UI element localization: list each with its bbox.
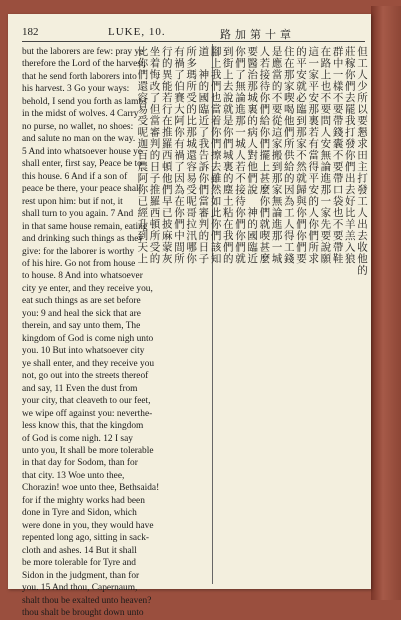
english-text-line: in that day for Sodom, than for [22,458,138,469]
english-text-line: thou shalt be brought down unto [22,608,144,619]
english-text-line: rest upon him: but if not, it [22,196,123,207]
english-text-line: less know this, that the kingdom [22,421,144,432]
english-text-line: were done in you, they would have [22,520,154,531]
chinese-text-column-line: 是應當的不要從這家搬到那家無論進那一城 [270,46,282,265]
book-page [8,14,371,619]
english-text-line: in the midst of wolves. 4 Carry [22,109,139,120]
english-text-line: but the laborers are few: pray ye [22,47,144,57]
book-binding [371,6,401,600]
english-text-line: your city, that cleaveth to our feet, [22,396,151,407]
chinese-text-column-line: 比你們還容易受呢迦百農阿你已經升到天上 [136,46,148,265]
chinese-text-column-line: 群中一樣不要帶錢囊不要帶口袋也不要帶鞋 [331,46,343,265]
english-text-line: therefore the Lord of the harvest, [22,59,146,70]
chinese-text-column-line: 腳上我們也當着你們擦去雖然如此你們該知 [209,46,221,265]
english-text-line: and say, 11 Even the dust from [22,383,138,394]
chinese-text-column-line: 在路上也不要問人安無論進那一家先要說願 [319,46,331,265]
english-text-line: and drinking such things as they [22,234,144,245]
english-text-line: no purse, no wallet, no shoes: [22,121,134,132]
chinese-text-column-line: 到街上去說就是你們城裏的塵土粘在我們的 [221,46,233,265]
english-text-line: kingdom of God is come nigh unto [22,333,154,344]
chinese-text-column-line: 所多瑪所受的比那城還容易受呢哥拉汛哪你 [185,46,197,265]
chinese-text-column-line: 坐着悔改了但當審判的日子推羅西頓所受的 [148,46,160,265]
english-text-line: be more tolerable for Tyre and [22,558,136,569]
english-text-line: eat such things as are set before [22,296,141,307]
chinese-text-column-line: 道 神的國臨近了我告訴你們當審判的日子 [197,46,209,265]
english-text-line: cloth and ashes. 14 But it shall [22,545,137,556]
english-text-line: that city. 13 Woe unto thee, [22,470,125,481]
english-text-line: behold, I send you forth as lambs [22,96,147,107]
english-text-line: peace be there, your peace shall [22,184,142,195]
english-text-line: shall enter, first say, Peace be to [22,159,142,170]
header-rule [22,41,365,42]
english-text-line: in that same house remain, eating [22,221,148,232]
english-text-line: that he send forth laborers into [22,71,137,82]
english-text-line: 5 And into whatsoever house ye [22,146,143,157]
english-text-line: give: for the laborer is worthy [22,246,135,257]
chinese-text-column-line: 這一家平安那裏若有當得平安的人你們所求 [307,46,319,265]
chinese-text-column-line: 你們了無論進那一城人若不接待你們你們就 [233,46,245,265]
english-text-line: shall turn to you again. 7 And [22,209,134,220]
chinese-text-column-line: 但工人少所以要懇求田主打發工人出去收他的 [356,46,367,276]
english-text-line: you. 15 And thou, Capernaum, [22,583,138,594]
english-text-line: his harvest. 3 Go your ways: [22,84,130,95]
chinese-text-column [136,46,367,586]
chinese-text-column-line: 要醫治那城裏的病人對他們說 神的國臨近 [246,46,258,265]
chinese-text-column-line: 住在那家喫喝他們所供給的因為工人得工錢 [282,46,294,265]
english-text-line: therein, and say unto them, The [22,321,141,332]
english-text-line: you: 9 and heal the sick that are [22,308,141,319]
english-text-line: unto you, It shall be more tolerable [22,446,154,456]
english-text-line: not, go out into the streets thereof [22,371,149,382]
chinese-text-column-line: 有禍了伯賽大阿你有禍了因為在你們中間所 [172,46,184,265]
chinese-text-column-line: 行的異能若行在推羅西頓他們早已披麻蒙灰 [160,46,172,265]
running-head: LUKE, 10. [108,26,166,38]
english-text-line: Chorazin! woe unto thee, Bethsaida! [22,483,160,494]
chinese-text-column-line: 莊稼你們去罷我打發你們出去好比羊羔入狼 [343,46,355,265]
english-text-line: shalt thou be exalted unto heaven? [22,595,152,606]
page-header [8,14,371,40]
english-text-line: Sidon in the judgment, than for [22,570,140,581]
english-text-line: done in Tyre and Sidon, which [22,508,137,519]
english-text-line: to house. 8 And into whatsoever [22,271,143,282]
english-text-line: and salute no man on the way. [22,134,136,145]
english-text-line: for if the mighty works had been [22,495,145,506]
english-text-line: ye shall enter, and they receive you [22,358,155,369]
english-text-line: city ye enter, and they receive you, [22,283,153,294]
english-text-line: this house. 6 And if a son of [22,171,128,182]
english-text-line: we wipe off against you: neverthe- [22,408,153,419]
chinese-text-column-line: 人若接待你們給你們擺上甚麼你們就喫甚麼 [258,46,270,265]
page-number: 182 [22,26,39,38]
chinese-running-head: 路加第十章 [220,29,295,41]
chinese-text-column-line: 的平安就必臨到那家不然就歸與你們你們要 [294,46,306,265]
english-text-line: you. 10 But into whatsoever city [22,346,145,357]
english-text-line: repented long ago, sitting in sack- [22,533,150,544]
english-text-line: of his hire. Go not from house [22,258,136,269]
english-text-line: of God is come nigh. 12 I say [22,433,133,444]
